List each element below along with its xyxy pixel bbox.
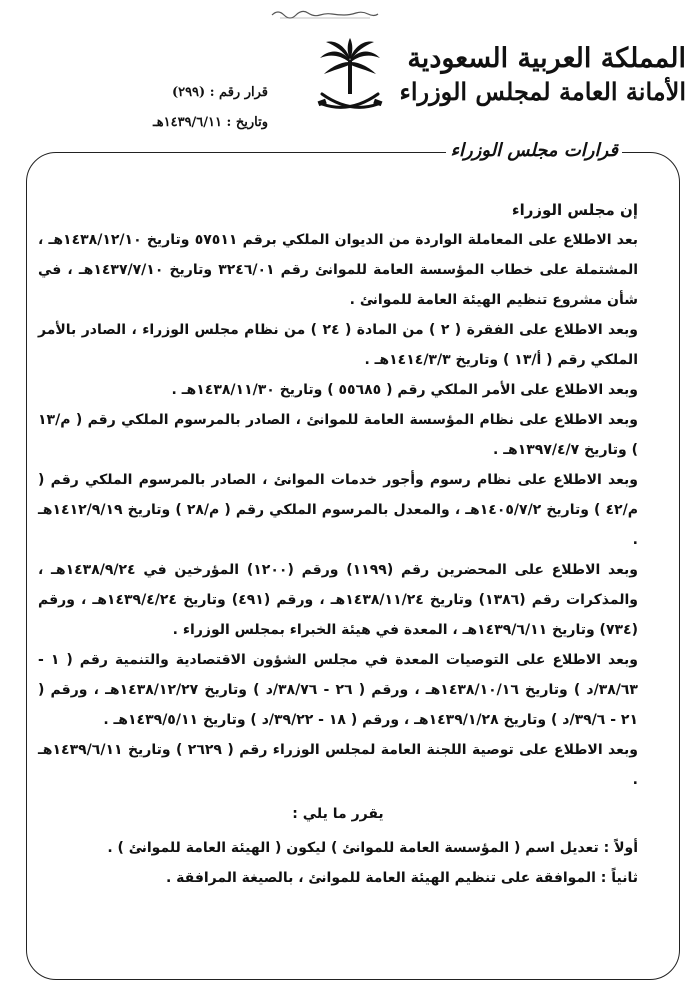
decision-item: أولاً : تعديل اسم ( المؤسسة العامة للموانئ ) ليكون ( الهيئة العامة للموانئ ) . [107,840,638,856]
paragraph: وبعد الاطلاع على المحضرين رقم (١١٩٩) ورقم (١٢٠٠) المؤرخين في ١٤٣٨/٩/٢٤هـ ، والمذكرات رقم (١٣٨٦) وتاريخ ١٤٣٨/١١/٢٤هـ ، ورقم (٤٩١) وتاريخ ١٤٣٩/٤/٢٤هـ ، ورقم (٧٣٤) وتاريخ ١٤٣٩/٦/١١هـ ، المعدة في هيئة الخبراء بمجلس الوزراء . [38,562,639,638]
paragraph: وبعد الاطلاع على الفقرة ( ٢ ) من المادة ( ٢٤ ) من نظام مجلس الوزراء ، الصادر بالأمر الملكي رقم ( أ/١٣ ) وتاريخ ١٤١٤/٣/٣هـ . [38,322,638,368]
decision-meta [88,78,268,138]
kingdom-title: المملكة العربية السعودية [407,43,686,74]
paragraph: وبعد الاطلاع على التوصيات المعدة في مجلس الشؤون الاقتصادية والتنمية رقم ( ١ - ٣٨/٦٣/د ) وتاريخ ١٤٣٨/١٠/١٦هـ ، ورقم ( ٢٦ - ٣٨/٧٦/د ) وتاريخ ١٤٣٨/١٢/٢٧هـ ، ورقم ( ٢١ - ٣٩/٦/د ) وتاريخ ١٤٣٩/١/٢٨هـ ، ورقم ( ١٨ - ٣٩/٢٢/د ) وتاريخ ١٤٣٩/٥/١١هـ . [38,652,639,728]
paragraph: وبعد الاطلاع على توصية اللجنة العامة لمجلس الوزراء رقم ( ٢٦٢٩ ) وتاريخ ١٤٣٩/٦/١١هـ . [38,742,638,788]
letterhead [399,42,686,108]
paragraph: وبعد الاطلاع على نظام رسوم وأجور خدمات الموانئ ، الصادر بالمرسوم الملكي رقم ( م/٤٢ ) وتاريخ ١٤٠٥/٧/٢هـ ، والمعدل بالمرسوم الملكي رقم ( م/٢٨ ) وتاريخ ١٤١٢/٩/١٩هـ . [38,472,638,548]
section-label: قرارات مجلس الوزراء [446,140,622,161]
decision-number: قرار رقم : (٢٩٩) [171,85,268,100]
decides-heading: يقرر ما يلي : [292,806,384,822]
decision-date: وتاريخ : ١٤٣٩/٦/١١هـ [152,115,268,130]
decision-item: ثانياً : الموافقة على تنظيم الهيئة العامة للموانئ ، بالصيغة المرافقة . [165,870,638,886]
signature-scribble [270,6,380,20]
paragraph: وبعد الاطلاع على الأمر الملكي رقم ( ٥٥٦٨٥ ) وتاريخ ١٤٣٨/١١/٣٠هـ . [171,382,638,398]
palm-swords-emblem-icon [316,38,384,118]
paragraph: وبعد الاطلاع على نظام المؤسسة العامة للموانئ ، الصادر بالمرسوم الملكي رقم ( م/١٣ ) وتاريخ ١٣٩٧/٤/٧هـ . [38,412,638,458]
opening-line: إن مجلس الوزراء [511,201,638,219]
paragraph: بعد الاطلاع على المعاملة الواردة من الديوان الملكي برقم ٥٧٥١١ وتاريخ ١٤٣٨/١٢/١٠هـ ، المشتملة على خطاب المؤسسة العامة للموانئ رقم ٣٢٤٦/٠١ وتاريخ ١٤٣٧/٧/١٠هـ ، في شأن مشروع تنظيم الهيئة العامة للموانئ . [38,232,639,308]
secretariat-title: الأمانة العامة لمجلس الوزراء [399,77,686,106]
decision-body [38,195,638,893]
